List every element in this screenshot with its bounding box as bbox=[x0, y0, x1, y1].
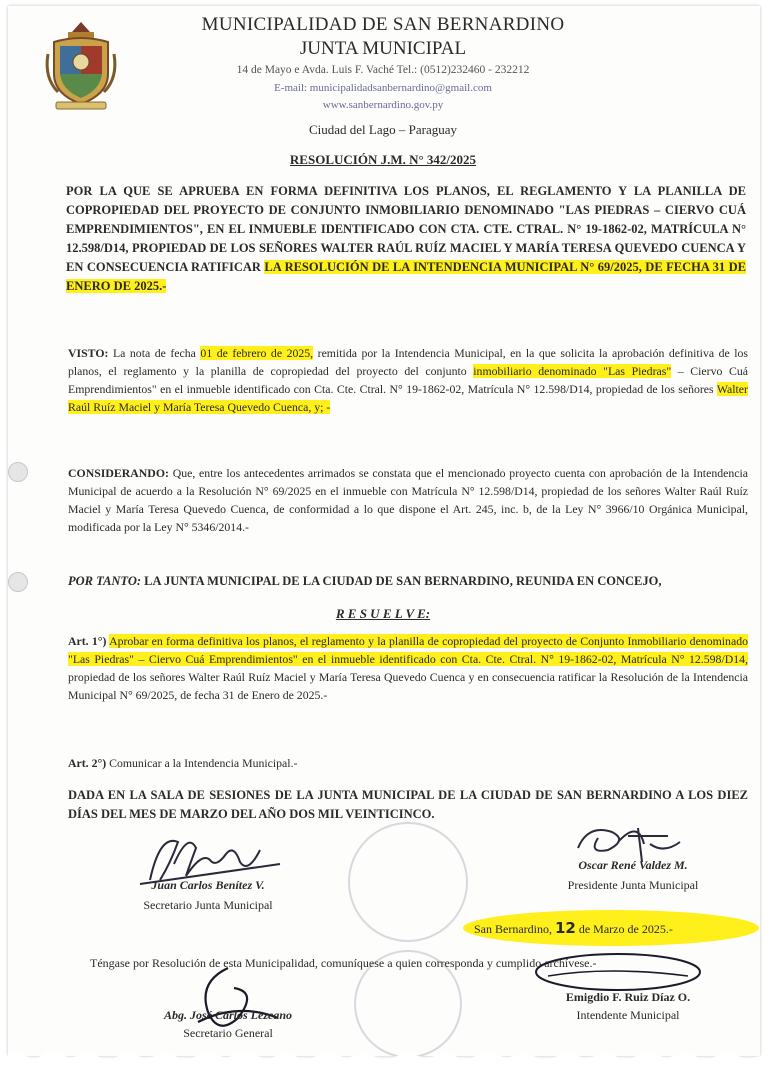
website-line: www.sanbernardino.gov.py bbox=[322, 99, 444, 111]
considerando-label: CONSIDERANDO: bbox=[68, 466, 169, 480]
resolution-title bbox=[66, 182, 746, 296]
article-1-highlighted-text: Aprobar en forma definitiva los planos, el reglamento y la planilla de copropiedad del proyecto de Conjunto Inmobiliario denominado "Las Piedras" – Ciervo Cuá Emprendimientos" en el inmueble identificado con Cta. Cte. Ctral. N° 19-1862-02, Matrícula N° 12.598/D14, bbox=[68, 634, 748, 666]
closing-text: Téngase por Resolución de esta Municipalidad, comuníquese a quien corresponda y cumplido archívese.- bbox=[90, 956, 597, 970]
municipal-seal-stamp bbox=[348, 822, 468, 942]
article-1 bbox=[68, 632, 748, 704]
city-line: Ciudad del Lago – Paraguay bbox=[308, 122, 457, 137]
title-text: POR LA QUE SE APRUEBA EN FORMA DEFINITIVA LOS PLANOS, EL REGLAMENTO Y LA PLANILLA DE COPROPIEDAD DEL PROYECTO DE CONJUNTO INMOBILIARIO DENOMINADO "LAS PIEDRAS – CIERVO CUÁ EMPRENDIMIENTOS", EN EL INMUEBLE IDENTIFICADO CON CTA. CTE. CTRAL. N° 19-1862-02, MATRÍCULA N° 12.598/D14, PROPIEDAD DE LOS SEÑORES WALTER RAÚL RUÍZ MACIEL Y MARÍA TERESA QUEVEDO CUENCA Y EN CONSECUENCIA RATIFICAR bbox=[66, 184, 746, 274]
municipality-name: MUNICIPALIDAD DE SAN BERNARDINO bbox=[201, 14, 565, 35]
torn-paper-edge bbox=[0, 1046, 770, 1070]
municipal-coat-of-arms-icon bbox=[42, 18, 120, 116]
visto-label: VISTO: bbox=[68, 346, 109, 360]
date-line bbox=[474, 919, 760, 937]
resolution-number: RESOLUCIÓN J.M. N° 342/2025 bbox=[289, 152, 477, 167]
visto-text: remitida por la Intendencia Municipal, en la que solicita la aprobación definitiva de los planos, el reglamento y la planilla de copropiedad del proyecto del conjunto bbox=[68, 346, 749, 378]
general-secretary-role: Secretario General bbox=[183, 1026, 273, 1040]
por-tanto-text: LA JUNTA MUNICIPAL DE LA CIUDAD DE SAN BERNARDINO, REUNIDA EN CONCEJO, bbox=[144, 574, 662, 588]
article-2-text: Comunicar a la Intendencia Municipal.- bbox=[109, 756, 298, 770]
visto-paragraph bbox=[68, 344, 748, 416]
visto-highlighted-project: inmobiliario denominado "Las Piedras" bbox=[473, 364, 672, 378]
por-tanto-label: POR TANTO: bbox=[68, 574, 142, 588]
dada-paragraph: DADA EN LA SALA DE SESIONES DE LA JUNTA MUNICIPAL DE LA CIUDAD DE SAN BERNARDINO A LOS DIEZ DÍAS DEL MES DE MARZO DEL AÑO DOS MIL VEINTICINCO. bbox=[68, 788, 748, 821]
president-name: Oscar René Valdez M. bbox=[578, 858, 688, 872]
visto-highlighted-owners: Walter Raúl Ruíz Maciel y María Teresa Quevedo Cuenca, y; - bbox=[68, 382, 748, 414]
date-day: 12 bbox=[554, 919, 576, 937]
article-1-text: propiedad de los señores Walter Raúl Ruíz Maciel y María Teresa Quevedo Cuenca y en consecuencia ratificar la Resolución de la Intendencia Municipal N° 69/2025, de fecha 31 de Enero de 2025.- bbox=[68, 670, 748, 702]
punch-hole bbox=[8, 572, 28, 592]
intendant-name: Emigdio F. Ruiz Díaz O. bbox=[565, 990, 691, 1004]
visto-text: La nota de fecha bbox=[112, 346, 196, 360]
date-prefix: San Bernardino, bbox=[474, 922, 552, 936]
visto-highlighted-date: 01 de febrero de 2025, bbox=[200, 346, 314, 360]
general-secretary-name: Abg. José Carlos Lezcano bbox=[163, 1008, 292, 1022]
article-1-label: Art. 1°) bbox=[68, 634, 107, 648]
secretary-role: Secretario Junta Municipal bbox=[143, 898, 273, 912]
visto-text: – Ciervo Cuá Emprendimientos" en el inmueble identificado con Cta. Cte. Ctral. N° 19-1862-02, Matrícula N° 12.598/D14, propiedad de los señores bbox=[68, 364, 749, 396]
title-highlighted-text: LA RESOLUCIÓN DE LA INTENDENCIA MUNICIPAL N° 69/2025, DE FECHA 31 DE ENERO DE 2025.- bbox=[66, 260, 746, 293]
por-tanto-paragraph bbox=[68, 572, 748, 590]
punch-hole bbox=[8, 462, 28, 482]
intendant-signature-icon bbox=[528, 946, 708, 996]
considerando-paragraph bbox=[68, 464, 748, 536]
email-line: E-mail: municipalidadsanbernardino@gmail.com bbox=[274, 82, 492, 94]
president-role: Presidente Junta Municipal bbox=[567, 878, 699, 892]
council-name: JUNTA MUNICIPAL bbox=[299, 38, 467, 59]
considerando-text: Que, entre los antecedentes arrimados se constata que el mencionado proyecto cuenta con aprobación de la Intendencia Municipal de acuerdo a la Resolución N° 69/2025 en el inmueble con Matrícula N° 12.598/D14, propiedad de los señores Walter Raúl Ruíz Maciel y María Teresa Quevedo Cuenca, de conformidad a lo que dispone el Art. 245, inc. b, de la Ley N° 3966/10 Orgánica Municipal, modificada por la Ley N° 5346/2014.- bbox=[68, 466, 749, 534]
article-2-label: Art. 2°) bbox=[68, 756, 107, 770]
address-line: 14 de Mayo e Avda. Luis F. Vaché Tel.: (0512)232460 - 232212 bbox=[236, 64, 530, 76]
secretary-name: Juan Carlos Benítez V. bbox=[151, 878, 265, 892]
resuelve-heading: R E S U E L V E: bbox=[335, 606, 431, 621]
article-2 bbox=[68, 754, 748, 772]
document-page bbox=[8, 6, 760, 1056]
date-suffix: de Marzo de 2025.- bbox=[578, 922, 673, 936]
intendant-role: Intendente Municipal bbox=[576, 1008, 680, 1022]
